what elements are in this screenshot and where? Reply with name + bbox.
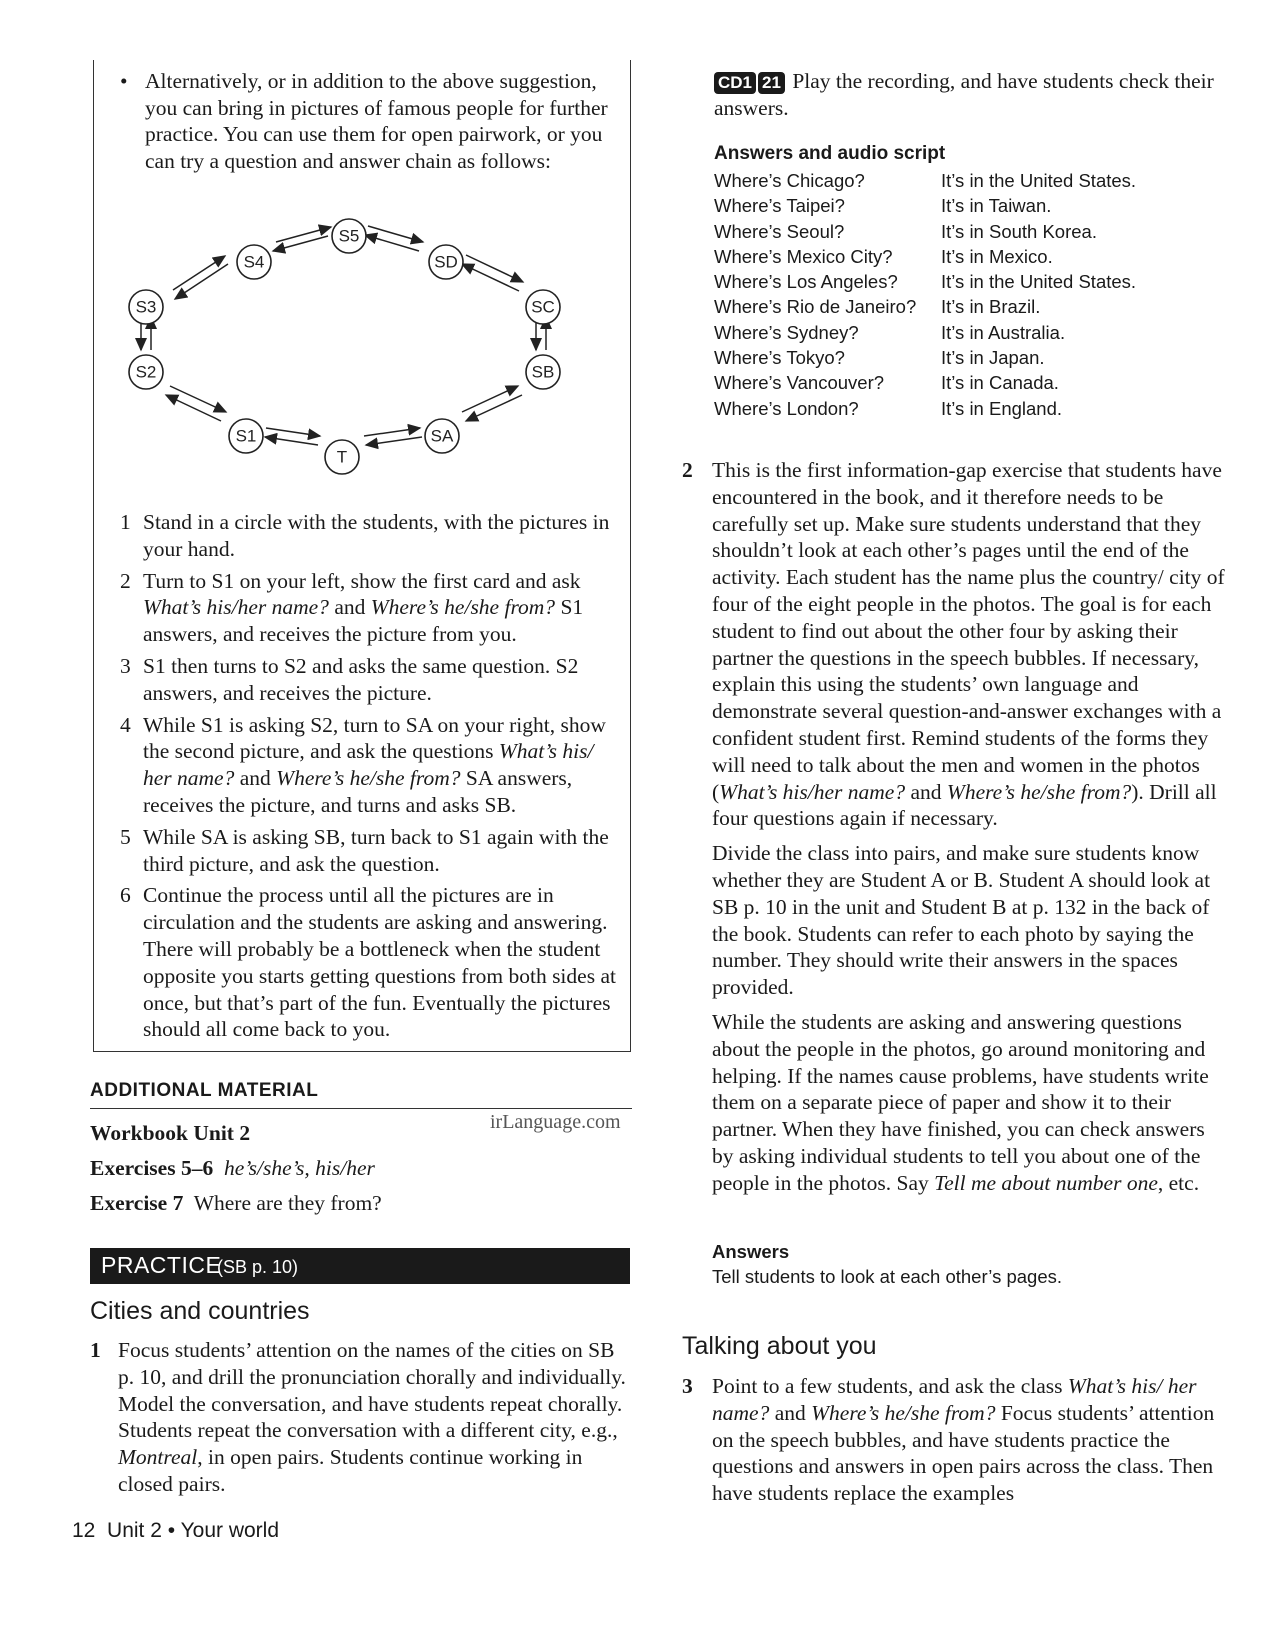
chain-arrows <box>141 226 546 445</box>
footer-title: Your world <box>180 1519 280 1542</box>
answers-questions <box>714 168 939 421</box>
heading-rule <box>90 1108 632 1109</box>
cities-heading: Cities and countries <box>90 1297 310 1325</box>
svg-text:S5: S5 <box>338 226 360 246</box>
answer-row: It’s in the United States. <box>941 170 1137 191</box>
chain-node-sa <box>425 419 459 453</box>
chain-steps-list <box>120 509 625 1048</box>
question-row: Where’s Taipei? <box>714 195 845 217</box>
chain-node-sb <box>526 355 560 389</box>
tip-bullet-text: Alternatively, or in addition to the above suggestion, you can bring in pictures of famous people for further practice. You can use them for open pairwork, or you can try a question and answer chain as follows: <box>145 69 608 173</box>
exercise-1: 1 Focus students’ attention on the names of the cities on SB p. 10, and drill the pronunciation chorally and individually. Model the conversation, and have students repeat chorally. Students repeat the conversation with a different city, e.g., Montreal, in open pairs. Students continue working in closed pairs. <box>90 1338 626 1496</box>
step-item: 3 S1 then turns to S2 and asks the same question. S2 answers, and receives the picture. <box>120 653 579 705</box>
svg-text:SB: SB <box>531 362 555 382</box>
question-row: Where’s Mexico City? <box>714 245 893 267</box>
question-row: Where’s Seoul? <box>714 220 845 242</box>
question-row: Where’s Los Angeles? <box>714 271 898 293</box>
svg-text:SD: SD <box>434 252 458 272</box>
answer-row: It’s in Canada. <box>941 372 1059 394</box>
answers-heading: Answers and audio script <box>714 143 946 164</box>
question-row: Where’s Rio de Janeiro? <box>714 296 917 318</box>
question-chain-diagram <box>128 212 598 492</box>
svg-text:SA: SA <box>430 426 454 446</box>
practice-label: PRACTICE <box>101 1252 222 1278</box>
chain-node-s3 <box>129 290 163 324</box>
answers-2-heading: Answers <box>712 1241 790 1262</box>
question-row: Where’s London? <box>714 397 859 419</box>
chain-node-t <box>325 440 359 474</box>
track-icon: 21 <box>758 72 785 94</box>
answer-row: It’s in Australia. <box>941 321 1066 343</box>
step-item: 4 While S1 is asking S2, turn to SA on your right, show the second picture, and ask the questions What’s his/ her name? and Where’s he/she from? SA answers, receives the picture, and turns and asks SB. <box>120 712 606 817</box>
question-row: Where’s Vancouver? <box>714 372 885 394</box>
answer-row: It’s in the United States. <box>941 271 1137 293</box>
additional-material-heading: ADDITIONAL MATERIAL <box>90 1080 319 1101</box>
practice-ref: (SB p. 10) <box>217 1257 299 1277</box>
exercise-2: 2 This is the first information-gap exercise that students have encountered in the book, and it therefore needs to be carefully set up. Make sure students understand that they shouldn’t look at each other’s pages until the end of the activity. Each student has the name plus the country/ city of four of the eight people in the photos. The goal is for each student to find out about the other four by asking their partner the questions in the speech bubbles. If necessary, explain this using the students’ own language and demonstrate several question-and-answer exchanges with a confident student first. Remind students of the forms they will need to talk about the men and women in the photos (What’s his/her name? and Where’s he/she from?). Drill all four questions again if necessary. Divide the class into pairs, and make sure students know whether they are Student A or B. Student A should look at SB p. 10 in the unit and Student B at p. 132 in the back of the book. Students can refer to each photo by saying the number. They should write their answers in the spaces provided. While the students are asking and answering questions about the people in the photos, go around monitoring and helping. If the names cause problems, have students write them on a separate piece of paper and show it to their partner. When they have finished, you can check answers by asking individual students to tell you about one of the people in the photos. Say Tell me about number one, etc. <box>682 457 1227 1197</box>
exercise-2-para-2: Divide the class into pairs, and make sure students know whether they are Student A or B. Student A should look at SB p. 10 in the unit and Student B at p. 132 in the back of the book. Students can refer to each photo by saying the number. They should write their answers in the spaces provided. <box>712 841 1211 1000</box>
cd-instruction: CD1 21 Play the recording, and have students check their answers. <box>714 69 1214 120</box>
svg-text:S3: S3 <box>135 297 157 317</box>
answer-row: It’s in Taiwan. <box>941 195 1052 217</box>
svg-text:SC: SC <box>531 297 555 317</box>
answer-row: It’s in South Korea. <box>941 220 1097 242</box>
cd-icon: CD1 <box>714 72 756 94</box>
question-row: Where’s Sydney? <box>714 321 859 343</box>
talking-heading: Talking about you <box>682 1332 877 1360</box>
svg-text:S2: S2 <box>135 362 157 382</box>
chain-node-sc <box>526 290 560 324</box>
chain-node-s4 <box>237 245 271 279</box>
bullet-dot: • <box>120 69 128 93</box>
chain-node-s5 <box>332 219 366 253</box>
question-row: Where’s Tokyo? <box>714 347 845 369</box>
answer-row: It’s in England. <box>941 397 1063 419</box>
svg-text:S4: S4 <box>243 252 265 272</box>
svg-text:S1: S1 <box>235 426 257 446</box>
answer-row: It’s in Japan. <box>941 347 1045 369</box>
step-item: 6 Continue the process until all the pictures are in circulation and the students are asking and answering. There will probably be a bottleneck when the student opposite you starts getting questions from both sides at once, but that’s part of the fun. Eventually the pictures should all come back to you. <box>120 883 616 1042</box>
watermark: irLanguage.com <box>490 1111 621 1133</box>
step-item: 2 Turn to S1 on your left, show the first card and ask What’s his/her name? and Where’s he/she from? S1 answers, and receives the picture from you. <box>120 568 584 647</box>
chain-node-s2 <box>129 355 163 389</box>
answers-2-text: Tell students to look at each other’s pages. <box>712 1266 1063 1287</box>
practice-banner <box>90 1248 630 1284</box>
workbook-exercise-1: Exercises 5–6 he’s/she’s, his/her <box>90 1156 375 1180</box>
exercise-3: 3 Point to a few students, and ask the class What’s his/ her name? and Where’s he/she from? Focus students’ attention on the speech bubbles, and have students practice the questions and answers in open pairs across the class. Then have students replace the examples <box>682 1374 1215 1506</box>
answer-row: It’s in Mexico. <box>941 245 1053 267</box>
chain-node-s1 <box>229 419 263 453</box>
answer-row: It’s in Brazil. <box>941 296 1041 318</box>
page-number: 12 <box>72 1519 96 1542</box>
svg-text:T: T <box>336 447 348 467</box>
step-item: 5 While SA is asking SB, turn back to S1 again with the third picture, and ask the question. <box>120 824 609 876</box>
chain-node-sd <box>429 245 463 279</box>
page-footer: 12 Unit 2 • Your world <box>72 1519 280 1542</box>
answers-responses <box>941 168 1231 421</box>
footer-unit: Unit 2 <box>107 1519 162 1542</box>
exercise-2-para-3: While the students are asking and answering questions about the people in the photos, go around monitoring and helping. If the names cause problems, have students write them on a separate piece of paper and show it to their partner. When they have finished, you can check answers by asking individual students to tell you about one of the people in the photos. Say Tell me about number one, etc. <box>712 1009 1209 1195</box>
workbook-title: Workbook Unit 2 <box>90 1121 251 1145</box>
workbook-exercise-2: Exercise 7 Where are they from? <box>90 1191 382 1215</box>
question-row: Where’s Chicago? <box>714 170 865 191</box>
step-item: 1 Stand in a circle with the students, with the pictures in your hand. <box>120 510 610 561</box>
